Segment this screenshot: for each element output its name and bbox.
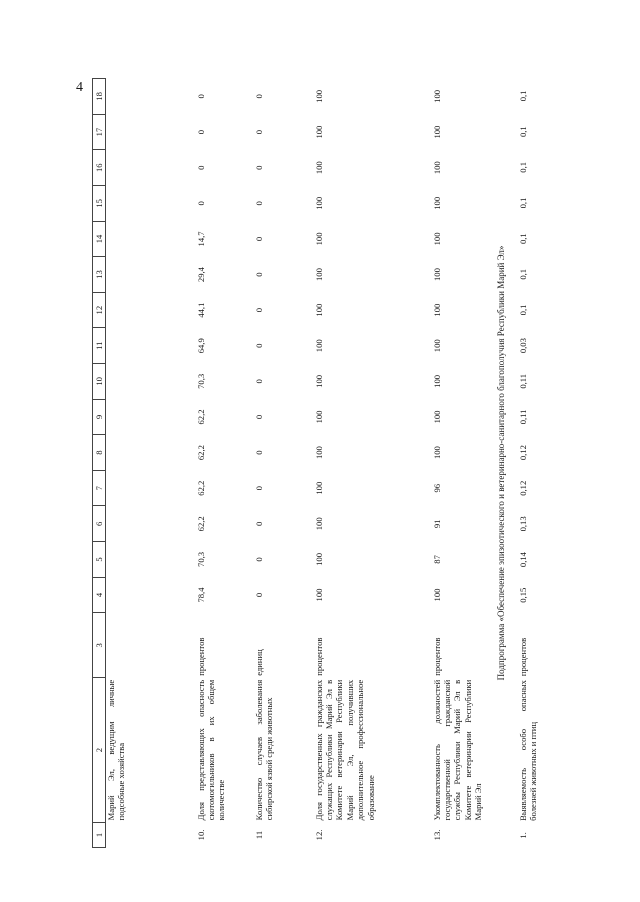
value-cell: 100 <box>313 374 324 388</box>
value-cell: 100 <box>313 339 324 353</box>
unit-cell: процентов <box>195 637 206 676</box>
value-cell: 100 <box>313 303 324 317</box>
value-cell: 0 <box>253 486 264 491</box>
value-cell: 0 <box>253 201 264 206</box>
column-number: 12 <box>93 292 106 328</box>
value-cell: 96 <box>431 483 442 493</box>
table-row <box>106 79 196 848</box>
value-cell: 100 <box>431 89 442 103</box>
value-cell: 0 <box>253 379 264 384</box>
indicator-name: Количество случаев заболевания сибирской язвой среди животных <box>253 679 274 821</box>
value-cell: 0,12 <box>518 445 528 461</box>
unit-cell: процентов <box>313 637 324 676</box>
value-cell: 100 <box>431 446 442 460</box>
indicator-name: Выявляемость особо опасных болезней животных и птиц <box>518 680 539 821</box>
row-number: 11 <box>253 830 264 840</box>
indicator-name: Укомплектованность должностей государственной гражданской службы Республики Марий Эл в Комитете ветеринарии Республики Марий Эл <box>431 679 484 821</box>
table-row <box>254 79 314 848</box>
column-number: 3 <box>93 613 106 678</box>
value-cell: 100 <box>313 410 324 424</box>
column-number: 13 <box>93 257 106 293</box>
value-cell: 0 <box>253 165 264 170</box>
value-cell: 100 <box>313 268 324 281</box>
column-number: 15 <box>93 186 106 222</box>
column-number: 5 <box>93 542 106 578</box>
value-cell: 0 <box>253 272 264 277</box>
column-number: 9 <box>93 399 106 435</box>
value-cell: 100 <box>313 161 324 175</box>
value-cell <box>106 79 196 115</box>
column-number: 18 <box>93 79 106 115</box>
value-cell: 0 <box>253 308 264 313</box>
table-row <box>314 79 432 848</box>
value-cell: 0,1 <box>518 304 528 316</box>
row-number: 12. <box>313 829 324 841</box>
value-cell: 0,03 <box>518 338 528 354</box>
value-cell: 62,2 <box>195 516 206 532</box>
table-row <box>196 79 254 848</box>
value-cell: 62,2 <box>195 409 206 425</box>
value-cell: 14,7 <box>195 231 206 247</box>
value-cell: 0,13 <box>518 516 528 532</box>
value-cell <box>106 292 196 328</box>
value-cell: 0 <box>195 165 206 170</box>
value-cell: 0,1 <box>518 126 528 138</box>
header-row <box>93 79 106 848</box>
subprogram-title: Подпрограмма «Обеспечение эпизоотического и ветеринарно-санитарного благополучия Республики Марий Эл» <box>496 245 506 681</box>
value-cell <box>106 221 196 257</box>
value-cell: 0,12 <box>518 480 528 496</box>
value-cell <box>106 542 196 578</box>
value-cell: 0,1 <box>518 268 528 280</box>
column-number: 6 <box>93 506 106 542</box>
rotated-table-area <box>92 78 539 848</box>
page-number: 4 <box>76 80 83 95</box>
value-cell: 100 <box>313 196 324 210</box>
value-cell: 100 <box>313 481 324 495</box>
value-cell <box>106 435 196 471</box>
value-cell: 0,11 <box>518 373 528 389</box>
value-cell: 100 <box>431 588 442 602</box>
value-cell: 0 <box>253 236 264 242</box>
value-cell: 100 <box>431 161 442 175</box>
value-cell: 0,1 <box>518 233 528 245</box>
column-number: 10 <box>93 364 106 400</box>
value-cell: 0,1 <box>518 90 528 102</box>
value-cell: 62,2 <box>195 445 206 461</box>
value-cell: 0 <box>253 521 264 526</box>
value-cell: 0 <box>195 129 206 135</box>
value-cell: 100 <box>313 89 324 103</box>
indicator-name: Марий Эл, ведущим личные подсобные хозяйства <box>106 679 127 821</box>
value-cell: 70,3 <box>195 373 206 389</box>
value-cell <box>106 364 196 400</box>
value-cell: 0,14 <box>518 552 528 568</box>
value-cell: 100 <box>431 410 442 424</box>
value-cell <box>106 186 196 222</box>
value-cell: 0 <box>195 201 206 206</box>
value-cell: 100 <box>313 232 324 246</box>
value-cell: 100 <box>313 125 324 139</box>
value-cell: 87 <box>431 555 442 564</box>
row-number: 13. <box>431 829 442 841</box>
value-cell: 100 <box>431 196 442 210</box>
value-cell <box>106 577 196 613</box>
value-cell: 78,4 <box>195 587 206 603</box>
column-number: 4 <box>93 577 106 613</box>
row-number: 10. <box>195 829 206 841</box>
value-cell: 0 <box>253 343 264 348</box>
value-cell: 0 <box>253 450 264 455</box>
value-cell <box>106 257 196 293</box>
subprogram-indicators-table <box>518 78 558 848</box>
row-number: 1. <box>518 832 528 839</box>
value-cell: 100 <box>313 517 324 531</box>
value-cell: 100 <box>313 588 324 602</box>
unit-cell <box>106 613 196 678</box>
table-row <box>518 78 558 848</box>
value-cell: 100 <box>431 232 442 246</box>
value-cell: 62,2 <box>195 480 206 496</box>
value-cell: 100 <box>313 552 324 566</box>
value-cell: 100 <box>431 339 442 353</box>
value-cell: 0,11 <box>518 409 528 425</box>
value-cell: 0 <box>253 129 264 135</box>
value-cell: 29,4 <box>195 267 206 283</box>
value-cell <box>106 470 196 506</box>
value-cell <box>106 150 196 186</box>
column-number: 8 <box>93 435 106 471</box>
value-cell: 100 <box>431 374 442 388</box>
indicators-table <box>92 78 510 848</box>
value-cell: 0 <box>253 557 264 562</box>
value-cell: 0,1 <box>518 197 528 209</box>
indicator-name: Доля государственных гражданских служащих Республики Марий Эл в Комитете ветеринарии Республики Марий Эл, получивших дополнительное профессиональное образование <box>313 679 376 821</box>
column-number: 11 <box>93 328 106 364</box>
value-cell: 70,3 <box>195 551 206 567</box>
column-number: 17 <box>93 114 106 150</box>
value-cell: 0 <box>253 414 264 420</box>
value-cell: 0 <box>195 94 206 99</box>
row-number <box>106 822 196 847</box>
value-cell: 100 <box>431 268 442 281</box>
column-number: 7 <box>93 470 106 506</box>
value-cell: 100 <box>431 125 442 139</box>
indicator-name: Доля представляющих опасность скотомогильников в их общем количестве <box>195 679 227 821</box>
unit-cell: процентов <box>431 637 442 676</box>
value-cell: 91 <box>431 519 442 529</box>
value-cell <box>106 399 196 435</box>
value-cell: 0,15 <box>518 587 528 603</box>
column-number: 16 <box>93 150 106 186</box>
value-cell <box>106 328 196 364</box>
value-cell: 0,1 <box>518 161 528 173</box>
column-number: 1 <box>93 822 106 847</box>
column-number: 2 <box>93 678 106 823</box>
value-cell <box>106 506 196 542</box>
value-cell: 0 <box>253 592 264 598</box>
column-number: 14 <box>93 221 106 257</box>
unit-cell: процентов <box>518 637 528 677</box>
value-cell: 100 <box>313 446 324 460</box>
value-cell <box>106 114 196 150</box>
value-cell: 44,1 <box>195 302 206 318</box>
unit-cell: единиц <box>253 649 264 676</box>
value-cell: 100 <box>431 303 442 317</box>
value-cell: 0 <box>253 94 264 99</box>
value-cell: 64,9 <box>195 338 206 354</box>
